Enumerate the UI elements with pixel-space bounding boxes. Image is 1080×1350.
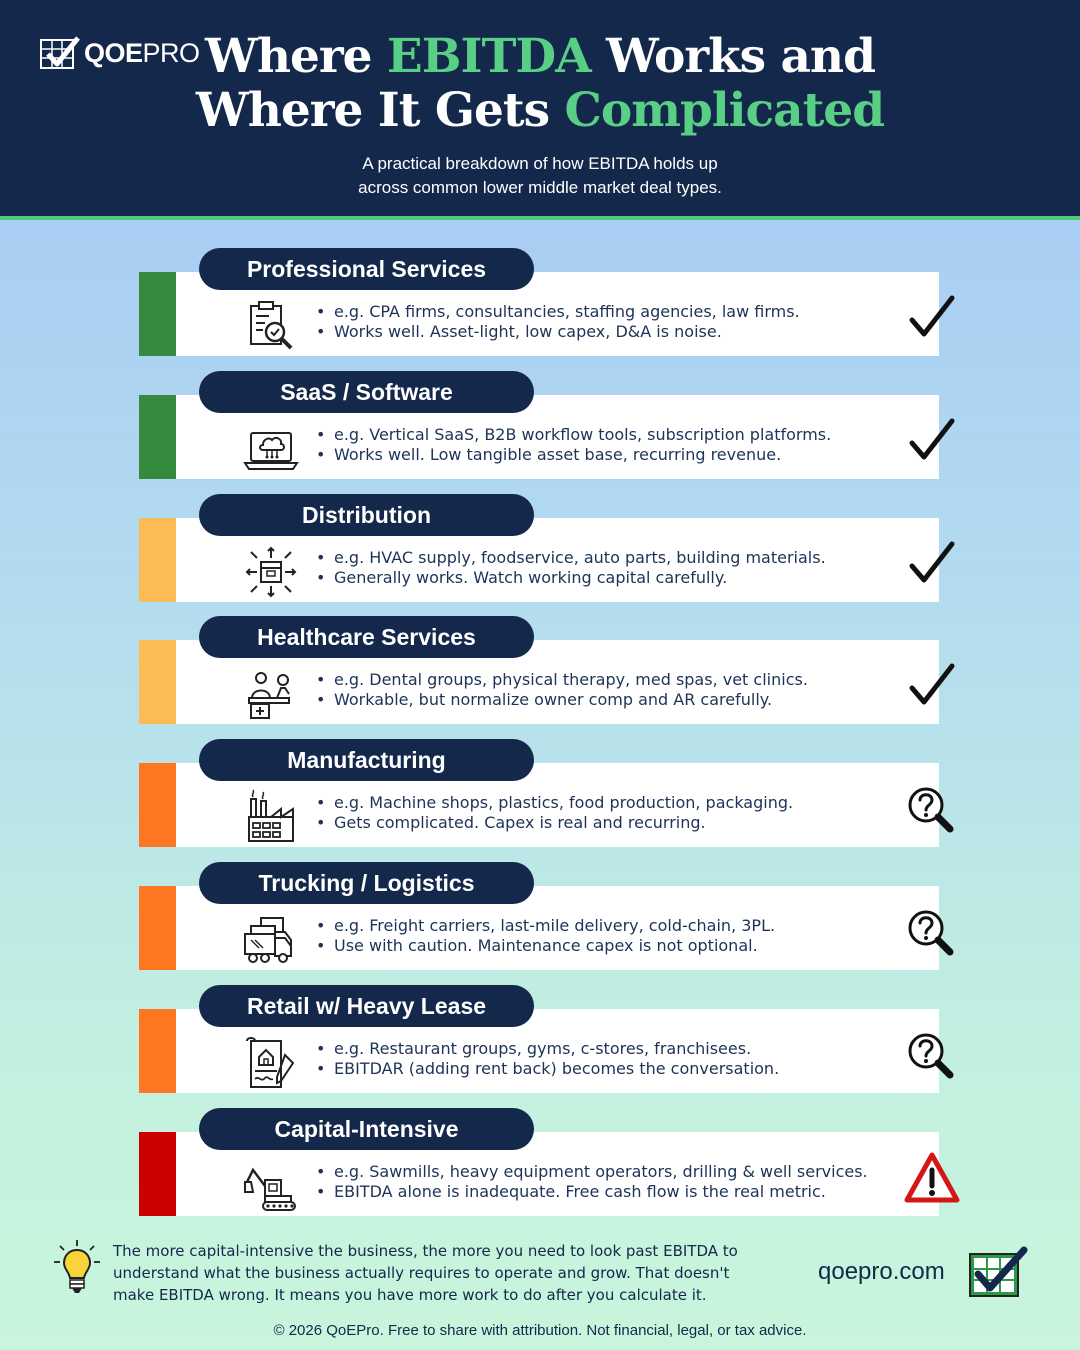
deal-type-row <box>139 616 939 736</box>
cloud-laptop-icon <box>241 419 301 479</box>
clipboard-magnifier-icon <box>241 296 301 356</box>
verdict-text: • Works well. Low tangible asset base, recurring revenue. <box>316 445 896 465</box>
page-subtitle: A practical breakdown of how EBITDA holds up across common lower middle market deal types. <box>358 154 722 197</box>
accent-bar <box>139 1009 176 1093</box>
title-line-2: Where It Gets Complicated <box>195 83 885 138</box>
header-banner <box>0 0 1080 220</box>
page-title <box>0 30 1080 138</box>
truck-icon <box>241 910 301 970</box>
question-magnifier-icon <box>904 781 960 837</box>
deal-type-row <box>139 862 939 982</box>
factory-icon <box>241 787 301 847</box>
example-text: • e.g. Machine shops, plastics, food production, packaging. <box>316 793 896 813</box>
example-text: • e.g. CPA firms, consultancies, staffing agencies, law firms. <box>316 302 896 322</box>
deal-type-row <box>139 1108 939 1228</box>
copyright: © 2026 QoEPro. Free to share with attribution. Not financial, legal, or tax advice. <box>273 1322 807 1339</box>
deal-type-title: SaaS / Software <box>199 371 534 413</box>
deal-type-bullets <box>316 793 896 833</box>
accent-bar <box>139 272 176 356</box>
question-magnifier-icon <box>904 904 960 960</box>
doctor-patient-icon <box>241 664 301 724</box>
deal-type-title: Healthcare Services <box>199 616 534 658</box>
deal-type-title: Distribution <box>199 494 534 536</box>
lightbulb-icon <box>52 1238 102 1296</box>
deal-type-row <box>139 494 939 614</box>
example-text: • e.g. Freight carriers, last-mile delivery, cold-chain, 3PL. <box>316 916 896 936</box>
deal-type-bullets <box>316 916 896 956</box>
deal-type-bullets <box>316 548 896 588</box>
excavator-icon <box>241 1156 301 1216</box>
accent-bar <box>139 886 176 970</box>
deal-type-title: Professional Services <box>199 248 534 290</box>
verdict-text: • Gets complicated. Capex is real and recurring. <box>316 813 896 833</box>
accent-bar <box>139 518 176 602</box>
deal-type-title: Capital-Intensive <box>199 1108 534 1150</box>
verdict-text: • Workable, but normalize owner comp and AR carefully. <box>316 690 896 710</box>
check-icon <box>904 290 960 346</box>
example-text: • e.g. Vertical SaaS, B2B workflow tools, subscription platforms. <box>316 425 896 445</box>
deal-type-row <box>139 248 939 368</box>
check-icon <box>904 658 960 714</box>
logo-text: QOEPRO <box>84 37 200 68</box>
warning-icon <box>904 1150 960 1206</box>
example-text: • e.g. Sawmills, heavy equipment operators, drilling & well services. <box>316 1162 896 1182</box>
verdict-text: • Generally works. Watch working capital carefully. <box>316 568 896 588</box>
deal-type-title: Retail w/ Heavy Lease <box>199 985 534 1027</box>
accent-bar <box>139 640 176 724</box>
site-link[interactable]: qoepro.com <box>818 1258 945 1285</box>
lease-contract-icon <box>241 1033 301 1093</box>
example-text: • e.g. Restaurant groups, gyms, c-stores, franchisees. <box>316 1039 896 1059</box>
check-icon <box>904 413 960 469</box>
spreadsheet-check-icon <box>968 1246 1028 1298</box>
deal-type-bullets <box>316 425 896 465</box>
example-text: • e.g. HVAC supply, foodservice, auto parts, building materials. <box>316 548 896 568</box>
verdict-text: • Use with caution. Maintenance capex is not optional. <box>316 936 896 956</box>
check-icon <box>904 536 960 592</box>
deal-type-title: Trucking / Logistics <box>199 862 534 904</box>
deal-type-row <box>139 985 939 1105</box>
deal-type-bullets <box>316 1039 896 1079</box>
deal-type-title: Manufacturing <box>199 739 534 781</box>
deal-type-bullets <box>316 670 896 710</box>
footer-tip: The more capital-intensive the business, the more you need to look past EBITDA to understand what the business actually requires to operate and grow. That doesn't make EBITDA wrong. It means you have more work to do after you calculate it. <box>113 1242 738 1304</box>
deal-type-row <box>139 739 939 859</box>
verdict-text: • EBITDAR (adding rent back) becomes the conversation. <box>316 1059 896 1079</box>
verdict-text: • Works well. Asset-light, low capex, D&A is noise. <box>316 322 896 342</box>
box-distribution-icon <box>241 542 301 602</box>
accent-bar <box>139 1132 176 1216</box>
accent-bar <box>139 395 176 479</box>
example-text: • e.g. Dental groups, physical therapy, med spas, vet clinics. <box>316 670 896 690</box>
title-line-1: Where EBITDA Works and <box>205 29 875 84</box>
deal-type-row <box>139 371 939 491</box>
deal-type-bullets <box>316 302 896 342</box>
question-magnifier-icon <box>904 1027 960 1083</box>
verdict-text: • EBITDA alone is inadequate. Free cash flow is the real metric. <box>316 1182 896 1202</box>
deal-type-bullets <box>316 1162 896 1202</box>
accent-bar <box>139 763 176 847</box>
